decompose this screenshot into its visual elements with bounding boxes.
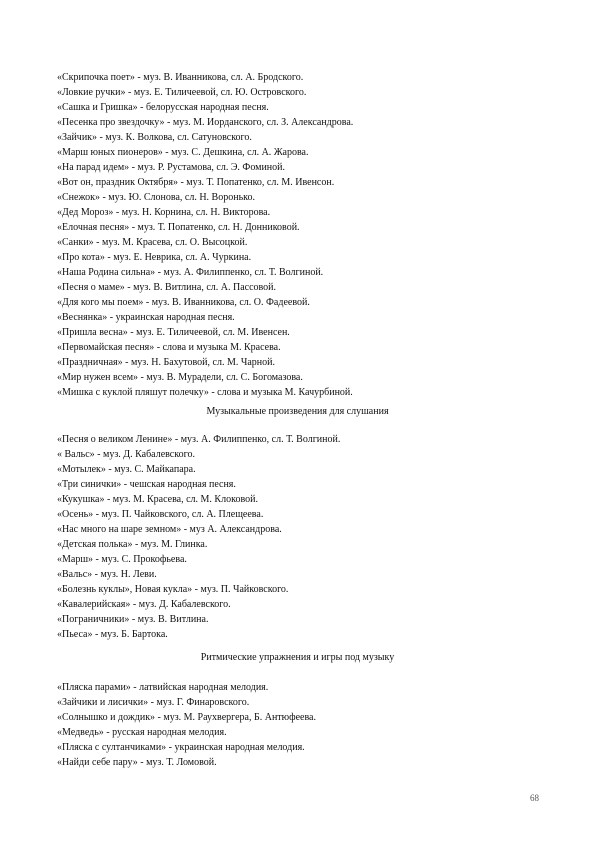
listening-item: «Нас много на шаре земном» - муз А. Александрова. xyxy=(57,524,282,535)
song-item: «Марш юных пионеров» - муз. С. Дешкина, сл. А. Жарова. xyxy=(57,147,309,158)
rhythmic-item: «Солнышко и дождик» - муз. М. Раухвергера, Б. Антюфеева. xyxy=(57,712,316,723)
listening-item: «Песня о великом Ленине» - муз. А. Филиппенко, сл. Т. Волгиной. xyxy=(57,434,341,445)
song-item: «Пришла весна» - муз. Е. Тиличеевой, сл. М. Ивенсен. xyxy=(57,327,290,338)
song-item: «Санки» - муз. М. Красева, сл. О. Высоцкой. xyxy=(57,237,248,248)
listening-item: «Пьеса» - муз. Б. Бартока. xyxy=(57,629,168,640)
song-item: «На парад идем» - муз. Р. Рустамова, сл. Э. Фоминой. xyxy=(57,162,286,173)
song-item: «Первомайская песня» - слова и музыка М. Красева. xyxy=(57,342,281,353)
songs-list xyxy=(57,70,557,400)
listening-item: «Кукушка» - муз. М. Красева, сл. М. Клоковой. xyxy=(57,494,258,505)
page-number: 68 xyxy=(530,793,539,803)
song-item: «Дед Мороз» - муз. Н. Корнина, сл. Н. Викторова. xyxy=(57,207,271,218)
song-item: «Песенка про звездочку» - муз. М. Иорданского, сл. З. Александрова. xyxy=(57,117,354,128)
listening-item: «Осень» - муз. П. Чайковского, сл. А. Плещеева. xyxy=(57,509,264,520)
song-item: «Елочная песня» - муз. Т. Попатенко, сл. Н. Донниковой. xyxy=(57,222,300,233)
rhythmic-list xyxy=(57,680,557,770)
song-item: «Зайчик» - муз. К. Волкова, сл. Сатуновского. xyxy=(57,132,252,143)
song-item: «Для кого мы поем» - муз. В. Иванникова, сл. О. Фадеевой. xyxy=(57,297,310,308)
song-item: «Вот он, праздник Октября» - муз. Т. Попатенко, сл. М. Ивенсон. xyxy=(57,177,335,188)
song-item: «Сашка и Гришка» - белорусская народная песня. xyxy=(57,102,269,113)
song-item: «Наша Родина сильна» - муз. А. Филиппенко, сл. Т. Волгиной. xyxy=(57,267,324,278)
rhythmic-heading: Ритмические упражнения и игры под музыку xyxy=(200,652,395,663)
song-item: «Снежок» - муз. Ю. Слонова, сл. Н. Воронько. xyxy=(57,192,255,203)
rhythmic-item: «Зайчики и лисички» - муз. Г. Финаровского. xyxy=(57,697,250,708)
rhythmic-item: «Пляска с султанчиками» - украинская народная мелодия. xyxy=(57,742,305,753)
listening-item: «Мотылек» - муз. С. Майкапара. xyxy=(57,464,196,475)
song-item: «Песня о маме» - муз. В. Витлина, сл. А. Пассовой. xyxy=(57,282,277,293)
song-item: «Веснянка» - украинская народная песня. xyxy=(57,312,235,323)
listening-item: «Детская полька» - муз. М. Глинка. xyxy=(57,539,208,550)
rhythmic-item: «Найди себе пару» - муз. Т. Ломовой. xyxy=(57,757,217,768)
listening-item: «Марш» - муз. С. Прокофьева. xyxy=(57,554,187,565)
listening-item: «Болезнь куклы», Новая кукла» - муз. П. Чайковского. xyxy=(57,584,289,595)
song-item: «Скрипочка поет» - муз. В. Иванникова, сл. А. Бродского. xyxy=(57,72,304,83)
song-item: «Мишка с куклой пляшут полечку» - слова и музыка М. Качурбиной. xyxy=(57,387,353,398)
listening-item: «Пограничники» - муз. В. Витлина. xyxy=(57,614,209,625)
listening-item: «Вальс» - муз. Н. Леви. xyxy=(57,569,157,580)
song-item: «Ловкие ручки» - муз. Е. Тиличеевой, сл. Ю. Островского. xyxy=(57,87,307,98)
song-item: «Праздничная» - муз. Н. Бахутовой, сл. М. Чарной. xyxy=(57,357,275,368)
rhythmic-item: «Пляска парами» - латвийская народная мелодия. xyxy=(57,682,269,693)
listening-item: « Вальс» - муз. Д. Кабалевского. xyxy=(57,449,195,460)
song-item: «Мир нужен всем» - муз. В. Мурадели, сл. С. Богомазова. xyxy=(57,372,303,383)
listening-item: «Кавалерийская» - муз. Д. Кабалевского. xyxy=(57,599,231,610)
rhythmic-item: «Медведь» - русская народная мелодия. xyxy=(57,727,227,738)
listening-item: «Три синички» - чешская народная песня. xyxy=(57,479,236,490)
listening-heading: Музыкальные произведения для слушания xyxy=(206,406,389,417)
song-item: «Про кота» - муз. Е. Неврика, сл. А. Чуркина. xyxy=(57,252,252,263)
listening-list xyxy=(57,432,557,642)
